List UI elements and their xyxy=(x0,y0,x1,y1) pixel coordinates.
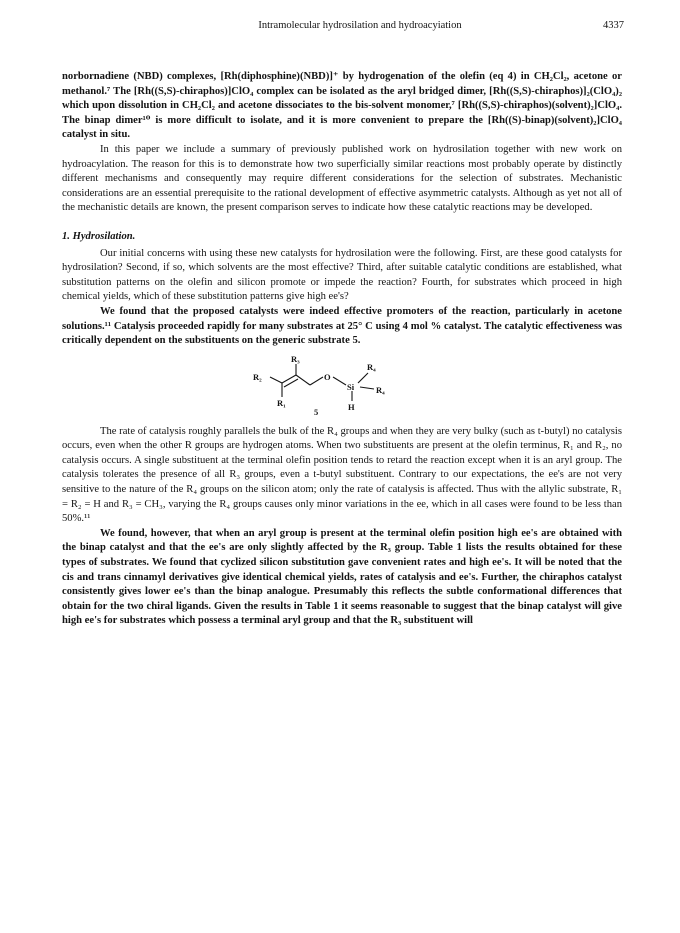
body-text xyxy=(62,70,622,629)
paragraph-continuation: norbornadiene (NBD) complexes, [Rh(diphosphine)(NBD)]⁺ by hydrogenation of the olefin (eq 4) in CH₂Cl₂, acetone or methanol.⁷ The [Rh((S,S)-chiraphos)]ClO₄ complex can be isolated as the aryl bridged dimer, [Rh((S,S)-chiraphos)]₂(ClO₄)₂ which upon dissolution in CH₂Cl₂ and acetone dissociates to the bis-solvent monomer,⁷ [Rh((S,S)-chiraphos)(solvent)₂]ClO₄. The binap dimer¹⁰ is more difficult to isolate, and it is more convenient to prepare the [Rh((S)-binap)(solvent)₂]ClO₄ catalyst in situ. xyxy=(62,71,622,141)
label-si: Si xyxy=(347,381,355,392)
structure-figure xyxy=(62,353,622,423)
paragraph-findings: We found that the proposed catalysts were indeed effective promoters of the reaction, particularly in acetone solutions.¹¹ Catalysis proceeded rapidly for many substrates at 25° C using 4 mol % catalyst. The catalytic effectiveness was critically dependent on the substituents on the generic substrate 5. xyxy=(62,305,622,347)
paragraph-rate: The rate of catalysis roughly parallels the bulk of the R₄ groups and when they are very bulky (such as t-butyl) no catalysis occurs, even when the other R groups are hydrogen atoms. When two substituents are present at the olefin terminus, R₁ and R₂, no catalysis occurs. A single substituent at the terminal olefin position tends to retard the reaction except when it is an aryl group. The catalysis tolerates the presence of all R₃ groups, even a t-butyl substituent. Contrary to our expectations, the ee's are not very sensitive to the nature of the R₄ groups on the silicon atom; only the rate of catalysis is affected. Thus with the allylic substrate, R₁ = R₂ = H and R₃ = CH₃, varying the R₄ groups causes only minor variations in the ee, which in all cases were found to be less than 50%.¹¹ xyxy=(62,425,622,525)
label-r2: R₂ xyxy=(253,371,262,382)
paragraph-concerns: Our initial concerns with using these new catalysts for hydrosilation were the following. First, are these good catalysts for hydrosilation? Second, if so, which solvents are the most effective? Third, after suitable catalytic conditions are established, what substitution patterns on the olefin and silicon promote or impede the reaction? Fourth, for substrates which proceed in high chemical yields, which of these substitution patterns give high ee's? xyxy=(62,247,622,303)
page-header xyxy=(96,20,624,36)
paragraph-results: We found, however, that when an aryl group is present at the terminal olefin position high ee's are obtained with the binap catalyst and that the ee's are only slightly affected by the R₃ group. Table 1 lists the results obtained for these types of substrates. We found that cyclized silicon substitution gave convenient rates and high ee's. It will be noted that the cis and trans cinnamyl derivatives give identical chemical yields, rates of catalysis and ee's. Further, the chiraphos catalyst consistently gives lower ee's than the binap analogue. Presumably this reflects the subtle conformational differences that obtain for the two chiral ligands. Given the results in Table 1 it seems reasonable to suggest that the binap catalyst will give high ee's for substrates which possess a terminal aryl group and that the R₃ substituent will xyxy=(62,527,622,627)
compound-number: 5 xyxy=(314,406,319,417)
label-o: O xyxy=(324,371,331,382)
chemical-structure xyxy=(246,353,416,423)
page-number: 4337 xyxy=(603,20,624,31)
running-title: Intramolecular hydrosilation and hydroacyiation xyxy=(258,20,462,31)
paragraph-intro: In this paper we include a summary of previously published work on hydrosilation together with new work on hydroacylation. The reason for this is to demonstrate how two superficially similar reactions most probably operate by distinctly different mechanisms and consequently may require different considerations for the selection of substrates. Mechanistic considerations are an essential prerequisite to the rational development of effective asymmetric catalysts. Although as yet not all of the mechanistic details are known, the present comparison serves to indicate how these catalytic reactions may be developed. xyxy=(62,143,622,214)
label-r1: R₁ xyxy=(277,397,286,408)
label-r4-right: R₄ xyxy=(376,384,385,395)
section-heading: 1. Hydrosilation. xyxy=(62,230,136,242)
label-h: H xyxy=(348,401,355,412)
label-r3: R₃ xyxy=(291,353,300,364)
label-r4-top: R₄ xyxy=(367,361,376,372)
